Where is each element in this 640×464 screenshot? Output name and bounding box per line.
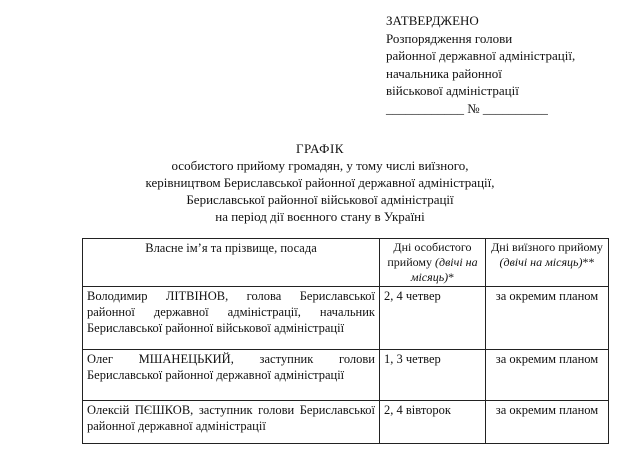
title-line-2: керівництвом Бериславської районної державної адміністрації, — [145, 175, 495, 190]
header-personal-mark: * — [448, 270, 455, 284]
document-title — [0, 140, 640, 225]
header-visit-mark: ** — [582, 255, 595, 269]
header-visit-main: Дні виїзного прийому — [491, 240, 603, 254]
row-person: Олексій ПЄШКОВ, заступник голови Бериславської районної державної адміністрації — [83, 401, 380, 444]
title-heading: ГРАФІК — [296, 141, 344, 156]
header-name: Власне ім’я та прізвище, посада — [83, 239, 380, 287]
title-line-1: особистого прийому громадян, у тому числі виїзного, — [171, 158, 469, 173]
title-line-4: на період дії воєнного стану в Україні — [215, 209, 425, 224]
header-personal-days — [380, 239, 486, 287]
approval-line-number: ____________ № __________ — [386, 100, 548, 116]
approval-label: ЗАТВЕРДЖЕНО — [386, 13, 479, 28]
row-person: Володимир ЛІТВІНОВ, голова Бериславської районної державної адміністрації, начальник Бериславської районної військової адміністрації — [83, 287, 380, 350]
table-row — [83, 287, 609, 350]
table-row — [83, 350, 609, 401]
title-line-3: Бериславської районної військової адміністрації — [186, 192, 454, 207]
header-visit-days — [486, 239, 609, 287]
row-visit: за окремим планом — [486, 401, 609, 444]
row-person: Олег МШАНЕЦЬКИЙ, заступник голови Бериславської районної державної адміністрації — [83, 350, 380, 401]
approval-line-head: начальника районної — [386, 65, 502, 81]
approval-line-military: військової адміністрації — [386, 83, 519, 98]
row-visit: за окремим планом — [486, 350, 609, 401]
reception-schedule-table — [82, 238, 609, 444]
row-days: 2, 4 четвер — [380, 287, 486, 350]
header-personal-main: Дні особистого прийому — [387, 240, 472, 269]
table-header-row — [83, 239, 609, 287]
row-days: 2, 4 вівторок — [380, 401, 486, 444]
approval-line-order: Розпорядження голови — [386, 30, 513, 46]
approval-block — [386, 12, 636, 117]
table-row — [83, 401, 609, 444]
header-personal-note: (двічі на місяць) — [410, 255, 478, 284]
header-visit-note: (двічі на місяць) — [499, 255, 583, 269]
row-days: 1, 3 четвер — [380, 350, 486, 401]
approval-line-administration: районної державної адміністрації, — [386, 48, 576, 63]
row-visit: за окремим планом — [486, 287, 609, 350]
